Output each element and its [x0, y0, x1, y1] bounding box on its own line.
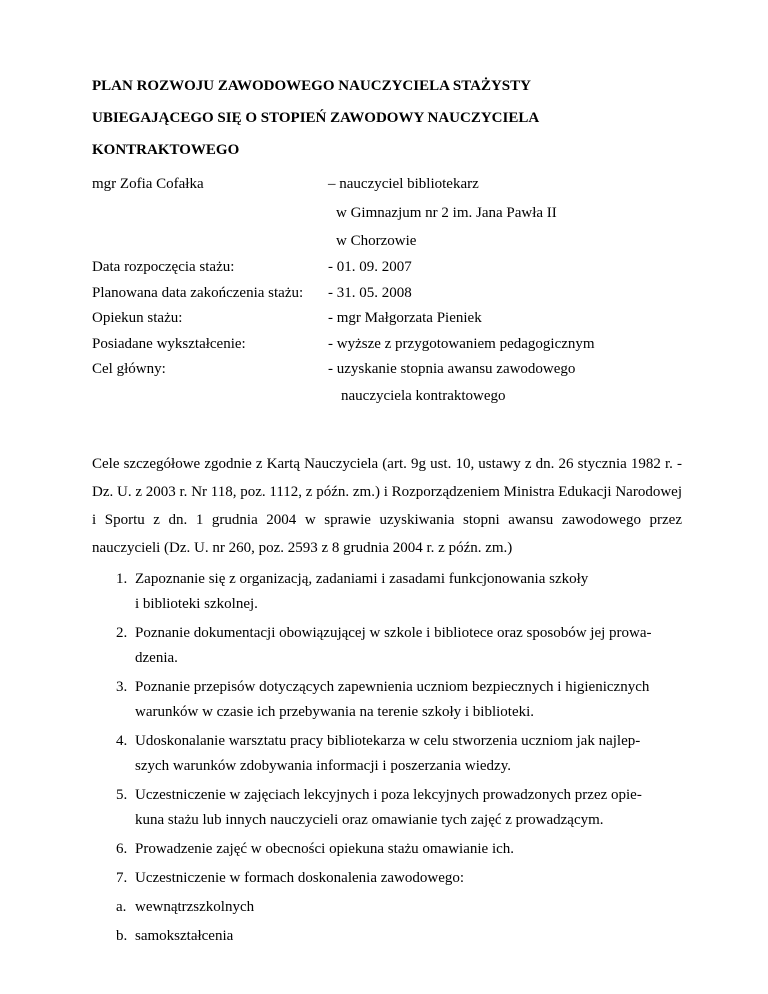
list-item: 2. Poznanie dokumentacji obowiązującej w szkole i bibliotece oraz sposobów jej prowa- dzenia. [116, 625, 652, 666]
list-item: 4. Udoskonalanie warsztatu pracy bibliotekarza w celu stworzenia uczniom jak najlep- szych warunków zdobywania informacji i poszerzania wiedzy. [116, 733, 641, 774]
detail-label: Cel główny: [92, 361, 166, 377]
title-line-2: UBIEGAJĄCEGO SIĘ O STOPIEŃ ZAWODOWY NAUCZYCIELA [92, 110, 540, 126]
list-item: 5. Uczestniczenie w zajęciach lekcyjnych i poza lekcyjnych prowadzonych przez opie- kuna stażu lub innych nauczycieli oraz omawianie tych zajęć z prowadzącym. [116, 787, 642, 828]
teacher-city: w Chorzowie [336, 233, 417, 249]
detail-label: Opiekun stażu: [92, 310, 183, 326]
detail-label: Planowana data zakończenia stażu: [92, 285, 304, 301]
detail-label: Posiadane wykształcenie: [92, 336, 246, 352]
detail-value: - 31. 05. 2008 [328, 285, 412, 301]
detail-label: Data rozpoczęcia stażu: [92, 259, 235, 275]
sub-list-item: b. samokształcenia [116, 928, 234, 944]
teacher-name: mgr Zofia Cofałka [92, 176, 204, 192]
detail-row-start-date [92, 255, 712, 279]
detail-row-end-date [92, 281, 712, 305]
detail-value: - mgr Małgorzata Pieniek [328, 310, 482, 326]
document-title [92, 70, 652, 166]
list-item: 6. Prowadzenie zajęć w obecności opiekuna stażu omawianie ich. [116, 841, 515, 857]
detail-row-main-goal-cont [92, 384, 712, 408]
teacher-role: – nauczyciel bibliotekarz [328, 176, 479, 192]
intro-paragraph: Cele szczegółowe zgodnie z Kartą Nauczyciela (art. 9g ust. 10, ustawy z dn. 26 stycznia 1982 r. - Dz. U. z 2003 r. Nr 118, poz. 1112, z późn. zm.) i Rozporządzeniem Ministra Edukacji Narodowej i Sportu z dn. 1 grudnia 2004 w sprawie uzyskiwania stopni awansu zawodowego przez nauczycieli (Dz. U. nr 260, poz. 2593 z 8 grudnia 2004 r. z późn. zm.) [92, 456, 682, 556]
detail-value: - 01. 09. 2007 [328, 259, 412, 275]
goals-list [116, 567, 676, 953]
teacher-school-row [92, 201, 712, 225]
list-item: 3. Poznanie przepisów dotyczących zapewnienia uczniom bezpiecznych i higienicznych warunków w czasie ich przebywania na terenie szkoły i biblioteki. [116, 679, 650, 720]
title-line-1: PLAN ROZWOJU ZAWODOWEGO NAUCZYCIELA STAŻYSTY [92, 78, 531, 94]
detail-value: - uzyskanie stopnia awansu zawodowego [328, 361, 576, 377]
detail-row-main-goal [92, 357, 712, 381]
sub-list-item: a. wewnątrzszkolnych [116, 899, 255, 915]
detail-row-mentor [92, 306, 712, 330]
teacher-row [92, 172, 712, 196]
detail-value-continued: nauczyciela kontraktowego [341, 388, 506, 404]
list-item: 1. Zapoznanie się z organizacją, zadaniami i zasadami funkcjonowania szkoły i biblioteki szkolnej. [116, 571, 589, 612]
detail-row-education [92, 332, 712, 356]
list-item: 7. Uczestniczenie w formach doskonalenia zawodowego: [116, 870, 465, 886]
title-line-3: KONTRAKTOWEGO [92, 142, 240, 158]
detail-value: - wyższe z przygotowaniem pedagogicznym [328, 336, 595, 352]
teacher-city-row [92, 229, 712, 253]
teacher-school: w Gimnazjum nr 2 im. Jana Pawła II [336, 205, 557, 221]
